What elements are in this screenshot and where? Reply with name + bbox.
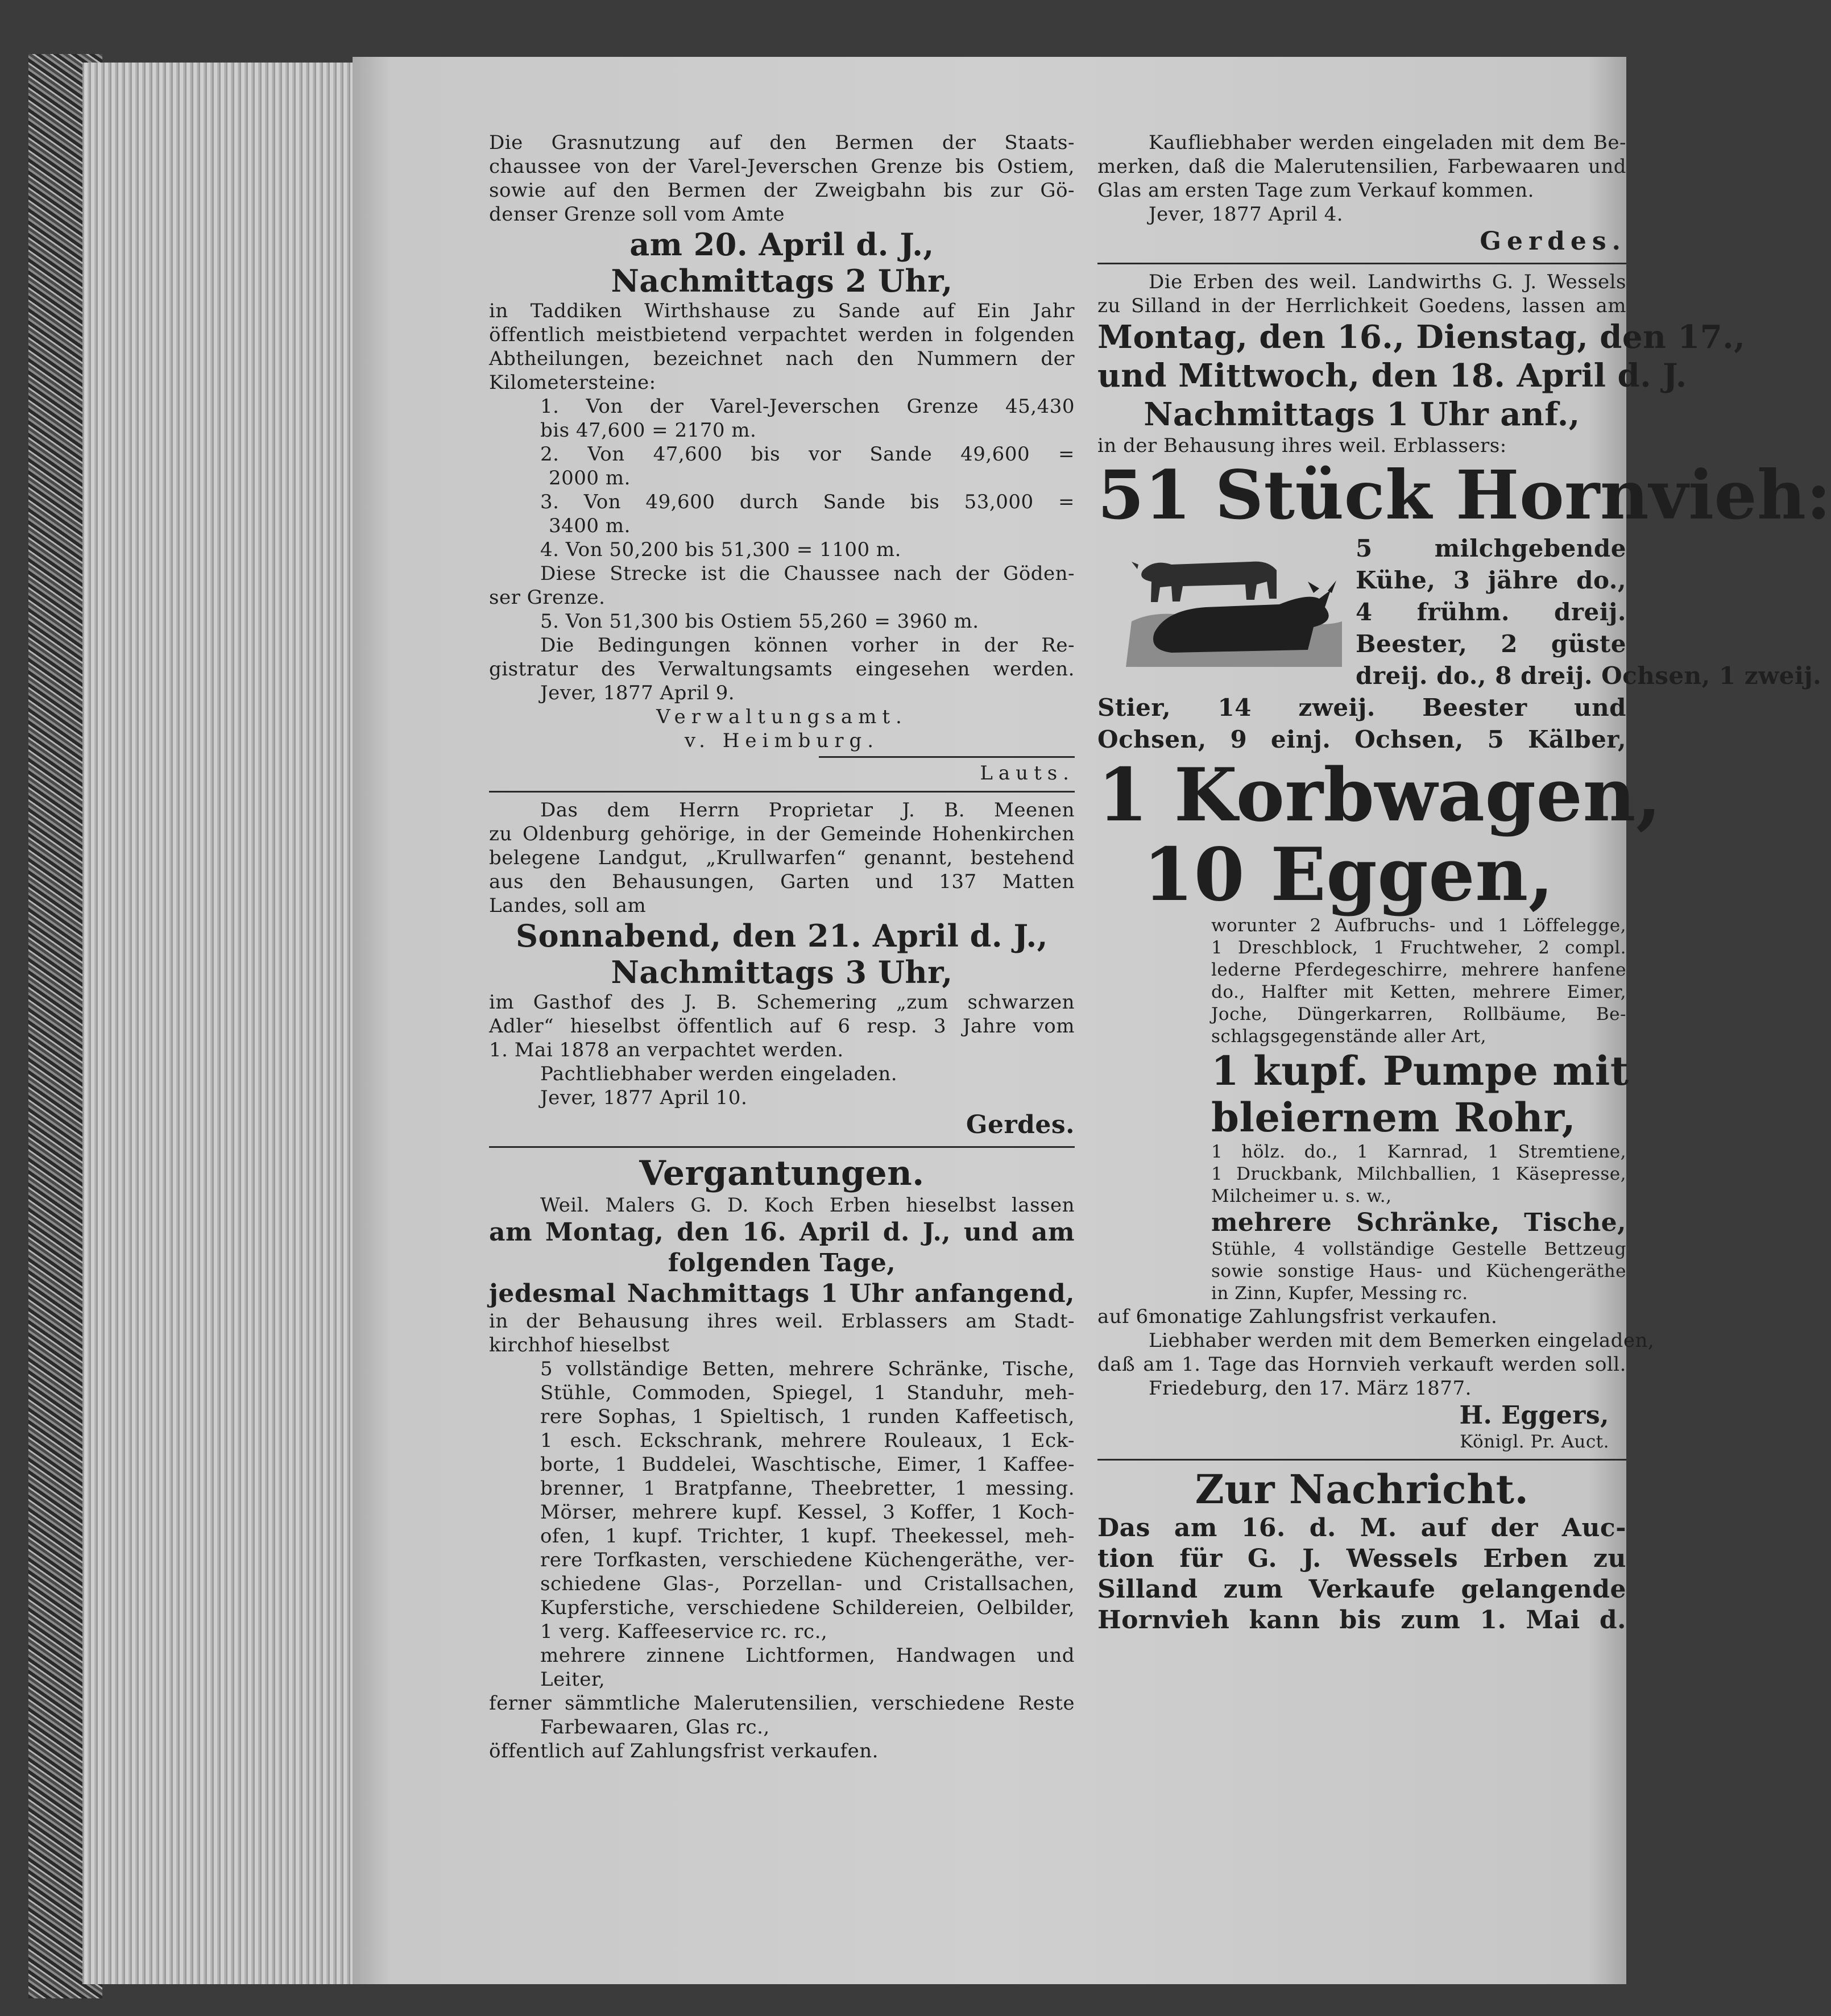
headline: 51 Stück Hornvieh: bbox=[1097, 455, 1831, 534]
text-line: aus den Behausungen, Garten und 137 Matten bbox=[489, 870, 1075, 893]
divider bbox=[489, 791, 1075, 793]
text-line: ofen, 1 kupf. Trichter, 1 kupf. Theekessel, meh- bbox=[540, 1525, 1075, 1548]
standing-cow-icon bbox=[1141, 562, 1277, 602]
cattle-block bbox=[1097, 533, 1626, 660]
place-date: Jever, 1877 April 9. bbox=[540, 682, 735, 704]
text-line: worunter 2 Aufbruchs- und 1 Löffelegge, bbox=[1211, 915, 1626, 936]
text-line: Kaufliebhaber werden eingeladen mit dem Be- bbox=[1149, 131, 1626, 154]
text-line: 1 esch. Eckschrank, mehrere Rouleaux, 1 Eck- bbox=[540, 1429, 1075, 1452]
text-line: belegene Landgut, „Krullwarfen“ genannt, bestehend bbox=[489, 847, 1075, 869]
text-line: Farbewaaren, Glas rc., bbox=[540, 1716, 770, 1739]
text-line: schlagsgegenstände aller Art, bbox=[1211, 1026, 1486, 1047]
text-line: im Gasthof des J. B. Schemering „zum schwarzen bbox=[489, 991, 1075, 1014]
text-line: Joche, Düngerkarren, Rollbäume, Be- bbox=[1211, 1004, 1626, 1024]
text-line: Mörser, mehrere kupf. Kessel, 3 Koffer, 1 Koch- bbox=[540, 1501, 1075, 1524]
text-line: Stühle, 4 vollständige Gestelle Bettzeug bbox=[1211, 1239, 1626, 1259]
text-line: kirchhof hieselbst bbox=[489, 1334, 670, 1357]
list-item: 2000 m. bbox=[549, 467, 631, 490]
text-line: 1 hölz. do., 1 Karnrad, 1 Stremtiene, bbox=[1211, 1142, 1626, 1162]
text-line: Die Erben des weil. Landwirths G. J. Wessels bbox=[1149, 271, 1626, 293]
text-line: zu Silland in der Herrlichkeit Goedens, lassen am bbox=[1097, 294, 1626, 317]
auction-notice bbox=[489, 1154, 1075, 1763]
text-line: Kupferstiche, verschiedene Schildereien, Oelbilder, bbox=[540, 1596, 1075, 1619]
text-line: Weil. Malers G. D. Koch Erben hieselbst lassen bbox=[540, 1194, 1075, 1217]
text-line: Pachtliebhaber werden eingeladen. bbox=[540, 1063, 898, 1085]
auction-time: Nachmittags 3 Uhr, bbox=[611, 954, 953, 990]
text-line: gistratur des Verwaltungsamts eingesehen werden. bbox=[489, 658, 1075, 681]
auction-date: und Mittwoch, den 18. April d. J. bbox=[1097, 357, 1687, 395]
text-line: Adler“ hieselbst öffentlich auf 6 resp. 3 Jahre vom bbox=[489, 1015, 1075, 1038]
list-item: 2. Von 47,600 bis vor Sande 49,600 = bbox=[540, 443, 1075, 466]
signature: v. Heimburg. bbox=[684, 729, 880, 752]
text-line: öffentlich auf Zahlungsfrist verkaufen. bbox=[489, 1740, 879, 1762]
announcement-notice bbox=[1097, 1466, 1626, 1636]
text-line: Liebhaber werden mit dem Bemerken eingeladen, bbox=[1149, 1329, 1655, 1352]
text-line: sowie sonstige Haus- und Küchengeräthe bbox=[1211, 1261, 1626, 1281]
place-date: Friedeburg, den 17. März 1877. bbox=[1149, 1377, 1472, 1400]
text-line: ser Grenze. bbox=[489, 586, 606, 609]
list-item: 3400 m. bbox=[549, 515, 631, 537]
newspaper-page bbox=[353, 57, 1831, 1984]
text-line: mehrere zinnene Lichtformen, Handwagen und bbox=[540, 1644, 1075, 1667]
place-date: Jever, 1877 April 4. bbox=[1149, 203, 1344, 226]
text-line: in Taddiken Wirthshause zu Sande auf Ein Jahr bbox=[489, 300, 1075, 322]
list-item: 4. Von 50,200 bis 51,300 = 1100 m. bbox=[540, 538, 901, 561]
auction-time: jedesmal Nachmittags 1 Uhr anfangend, bbox=[489, 1279, 1075, 1308]
section-heading: Vergantungen. bbox=[639, 1154, 925, 1193]
cattle-line: 5 milchgebende bbox=[1356, 534, 1626, 562]
text-line: Milcheimer u. s. w., bbox=[1211, 1186, 1392, 1206]
left-column bbox=[489, 131, 1075, 1763]
item-headline: 1 kupf. Pumpe mit bbox=[1211, 1047, 1629, 1094]
text-line: rere Sophas, 1 Spieltisch, 1 runden Kaffeetisch, bbox=[540, 1405, 1075, 1428]
text-line: öffentlich meistbietend verpachtet werden in folgenden bbox=[489, 323, 1075, 346]
authority: Verwaltungsamt. bbox=[656, 706, 908, 728]
divider bbox=[1097, 1459, 1626, 1461]
item-headline: bleiernem Rohr, bbox=[1211, 1094, 1576, 1141]
signature: Gerdes. bbox=[1480, 227, 1626, 256]
text-line: Das am 16. d. M. auf der Auc- bbox=[1097, 1513, 1626, 1542]
text-line: Das dem Herrn Proprietar J. B. Meenen bbox=[540, 799, 1075, 822]
text-line: Landes, soll am bbox=[489, 894, 647, 917]
signer-title: Königl. Pr. Auct. bbox=[1460, 1432, 1609, 1452]
text-line: 1 verg. Kaffeeservice rc. rc., bbox=[540, 1620, 828, 1643]
cattle-auction-notice bbox=[1097, 270, 1831, 1453]
divider bbox=[819, 756, 1075, 758]
text-line: brenner, 1 Bratpfanne, Theebretter, 1 messing. bbox=[540, 1477, 1075, 1500]
continuation-notice bbox=[1097, 131, 1626, 257]
signature: H. Eggers, bbox=[1459, 1401, 1609, 1430]
text-line: lederne Pferdegeschirre, mehrere hanfene bbox=[1211, 960, 1626, 980]
right-column bbox=[1097, 131, 1831, 1636]
divider bbox=[489, 1146, 1075, 1148]
estate-lease-notice bbox=[489, 798, 1075, 1140]
divider bbox=[1097, 263, 1626, 264]
text-line: 1 Dreschblock, 1 Fruchtweher, 2 compl. bbox=[1211, 938, 1626, 958]
list-item: bis 47,600 = 2170 m. bbox=[540, 419, 757, 442]
signature: Gerdes. bbox=[966, 1110, 1075, 1139]
cattle-line: Kühe, 3 jähre do., bbox=[1356, 566, 1626, 594]
grazing-lease-notice bbox=[489, 131, 1075, 785]
cattle-illustration bbox=[1120, 536, 1348, 678]
auction-date: folgenden Tage, bbox=[668, 1248, 896, 1277]
cattle-line: Ochsen, 9 einj. Ochsen, 5 Kälber, bbox=[1097, 725, 1626, 753]
item-headline: 1 Korbwagen, bbox=[1097, 753, 1662, 838]
list-item: 3. Von 49,600 durch Sande bis 53,000 = bbox=[540, 491, 1075, 513]
cattle-line: dreij. do., 8 dreij. Ochsen, 1 zweij. bbox=[1356, 662, 1822, 690]
text-line: do., Halfter mit Ketten, mehrere Eimer, bbox=[1211, 982, 1626, 1002]
text-line: Diese Strecke ist die Chaussee nach der Göden- bbox=[540, 562, 1075, 585]
auction-date: am 20. April d. J., bbox=[629, 226, 934, 263]
text-line: Silland zum Verkaufe gelangende bbox=[1097, 1575, 1626, 1604]
page-edges bbox=[82, 63, 361, 1984]
text-line: Glas am ersten Tage zum Verkauf kommen. bbox=[1097, 179, 1534, 202]
text-line: zu Oldenburg gehörige, in der Gemeinde Hohenkirchen bbox=[489, 823, 1075, 845]
list-item: 5. Von 51,300 bis Ostiem 55,260 = 3960 m. bbox=[540, 610, 979, 633]
text-line: chaussee von der Varel-Jeverschen Grenze bis Ostiem, bbox=[489, 155, 1075, 178]
text-line: 1. Mai 1878 an verpachtet werden. bbox=[489, 1039, 844, 1061]
text-line: sowie auf den Bermen der Zweigbahn bis zur Gö- bbox=[489, 179, 1075, 202]
text-line: Die Bedingungen können vorher in der Re- bbox=[540, 634, 1075, 657]
item-headline: 10 Eggen, bbox=[1143, 832, 1554, 918]
text-line: Hornvieh kann bis zum 1. Mai d. bbox=[1097, 1606, 1626, 1635]
auction-date: Sonnabend, den 21. April d. J., bbox=[516, 918, 1048, 954]
item-headline: mehrere Schränke, Tische, bbox=[1211, 1208, 1626, 1237]
auction-time: Nachmittags 2 Uhr, bbox=[611, 263, 953, 299]
text-line: rere Torfkasten, verschiedene Küchengeräthe, ver- bbox=[540, 1549, 1075, 1571]
text-line: schiedene Glas-, Porzellan- und Cristallsachen, bbox=[540, 1573, 1075, 1595]
text-line: ferner sämmtliche Malerutensilien, verschiedene Reste bbox=[489, 1692, 1075, 1715]
text-line: in der Behausung ihres weil. Erblassers: bbox=[1097, 434, 1507, 457]
text-line: auf 6monatige Zahlungsfrist verkaufen. bbox=[1097, 1305, 1498, 1328]
text-line: 1 Druckbank, Milchballien, 1 Käsepresse, bbox=[1211, 1164, 1626, 1184]
signature: Lauts. bbox=[980, 762, 1075, 785]
cattle-line: Stier, 14 zweij. Beester und bbox=[1097, 694, 1626, 721]
section-heading: Zur Nachricht. bbox=[1195, 1466, 1529, 1513]
text-line: Abtheilungen, bezeichnet nach den Nummern der bbox=[489, 347, 1075, 370]
text-line: tion für G. J. Wessels Erben zu bbox=[1097, 1544, 1626, 1573]
text-line: daß am 1. Tage das Hornvieh verkauft werden soll. bbox=[1097, 1353, 1626, 1376]
text-line: borte, 1 Buddelei, Waschtische, Eimer, 1 Kaffee- bbox=[540, 1453, 1075, 1476]
auction-time: Nachmittags 1 Uhr anf., bbox=[1144, 396, 1580, 433]
text-line: in der Behausung ihres weil. Erblassers am Stadt- bbox=[489, 1310, 1075, 1333]
text-line: Stühle, Commoden, Spiegel, 1 Standuhr, meh- bbox=[540, 1382, 1075, 1404]
text-line: denser Grenze soll vom Amte bbox=[489, 203, 785, 226]
text-line: Leiter, bbox=[540, 1668, 606, 1691]
text-line: Die Grasnutzung auf den Bermen der Staats- bbox=[489, 131, 1075, 154]
list-item: 1. Von der Varel-Jeverschen Grenze 45,430 bbox=[540, 395, 1075, 418]
cattle-line: Beester, 2 güste bbox=[1356, 630, 1626, 658]
text-line: Kilometersteine: bbox=[489, 371, 656, 394]
auction-date: Montag, den 16., Dienstag, den 17., bbox=[1097, 318, 1746, 356]
cattle-line: 4 frühm. dreij. bbox=[1356, 598, 1626, 626]
text-line: merken, daß die Malerutensilien, Farbewaaren und bbox=[1097, 155, 1626, 178]
auction-date: am Montag, den 16. April d. J., und am bbox=[489, 1218, 1075, 1247]
text-line: in Zinn, Kupfer, Messing rc. bbox=[1211, 1283, 1468, 1304]
text-line: 5 vollständige Betten, mehrere Schränke, Tische, bbox=[540, 1358, 1075, 1380]
place-date: Jever, 1877 April 10. bbox=[540, 1086, 748, 1109]
